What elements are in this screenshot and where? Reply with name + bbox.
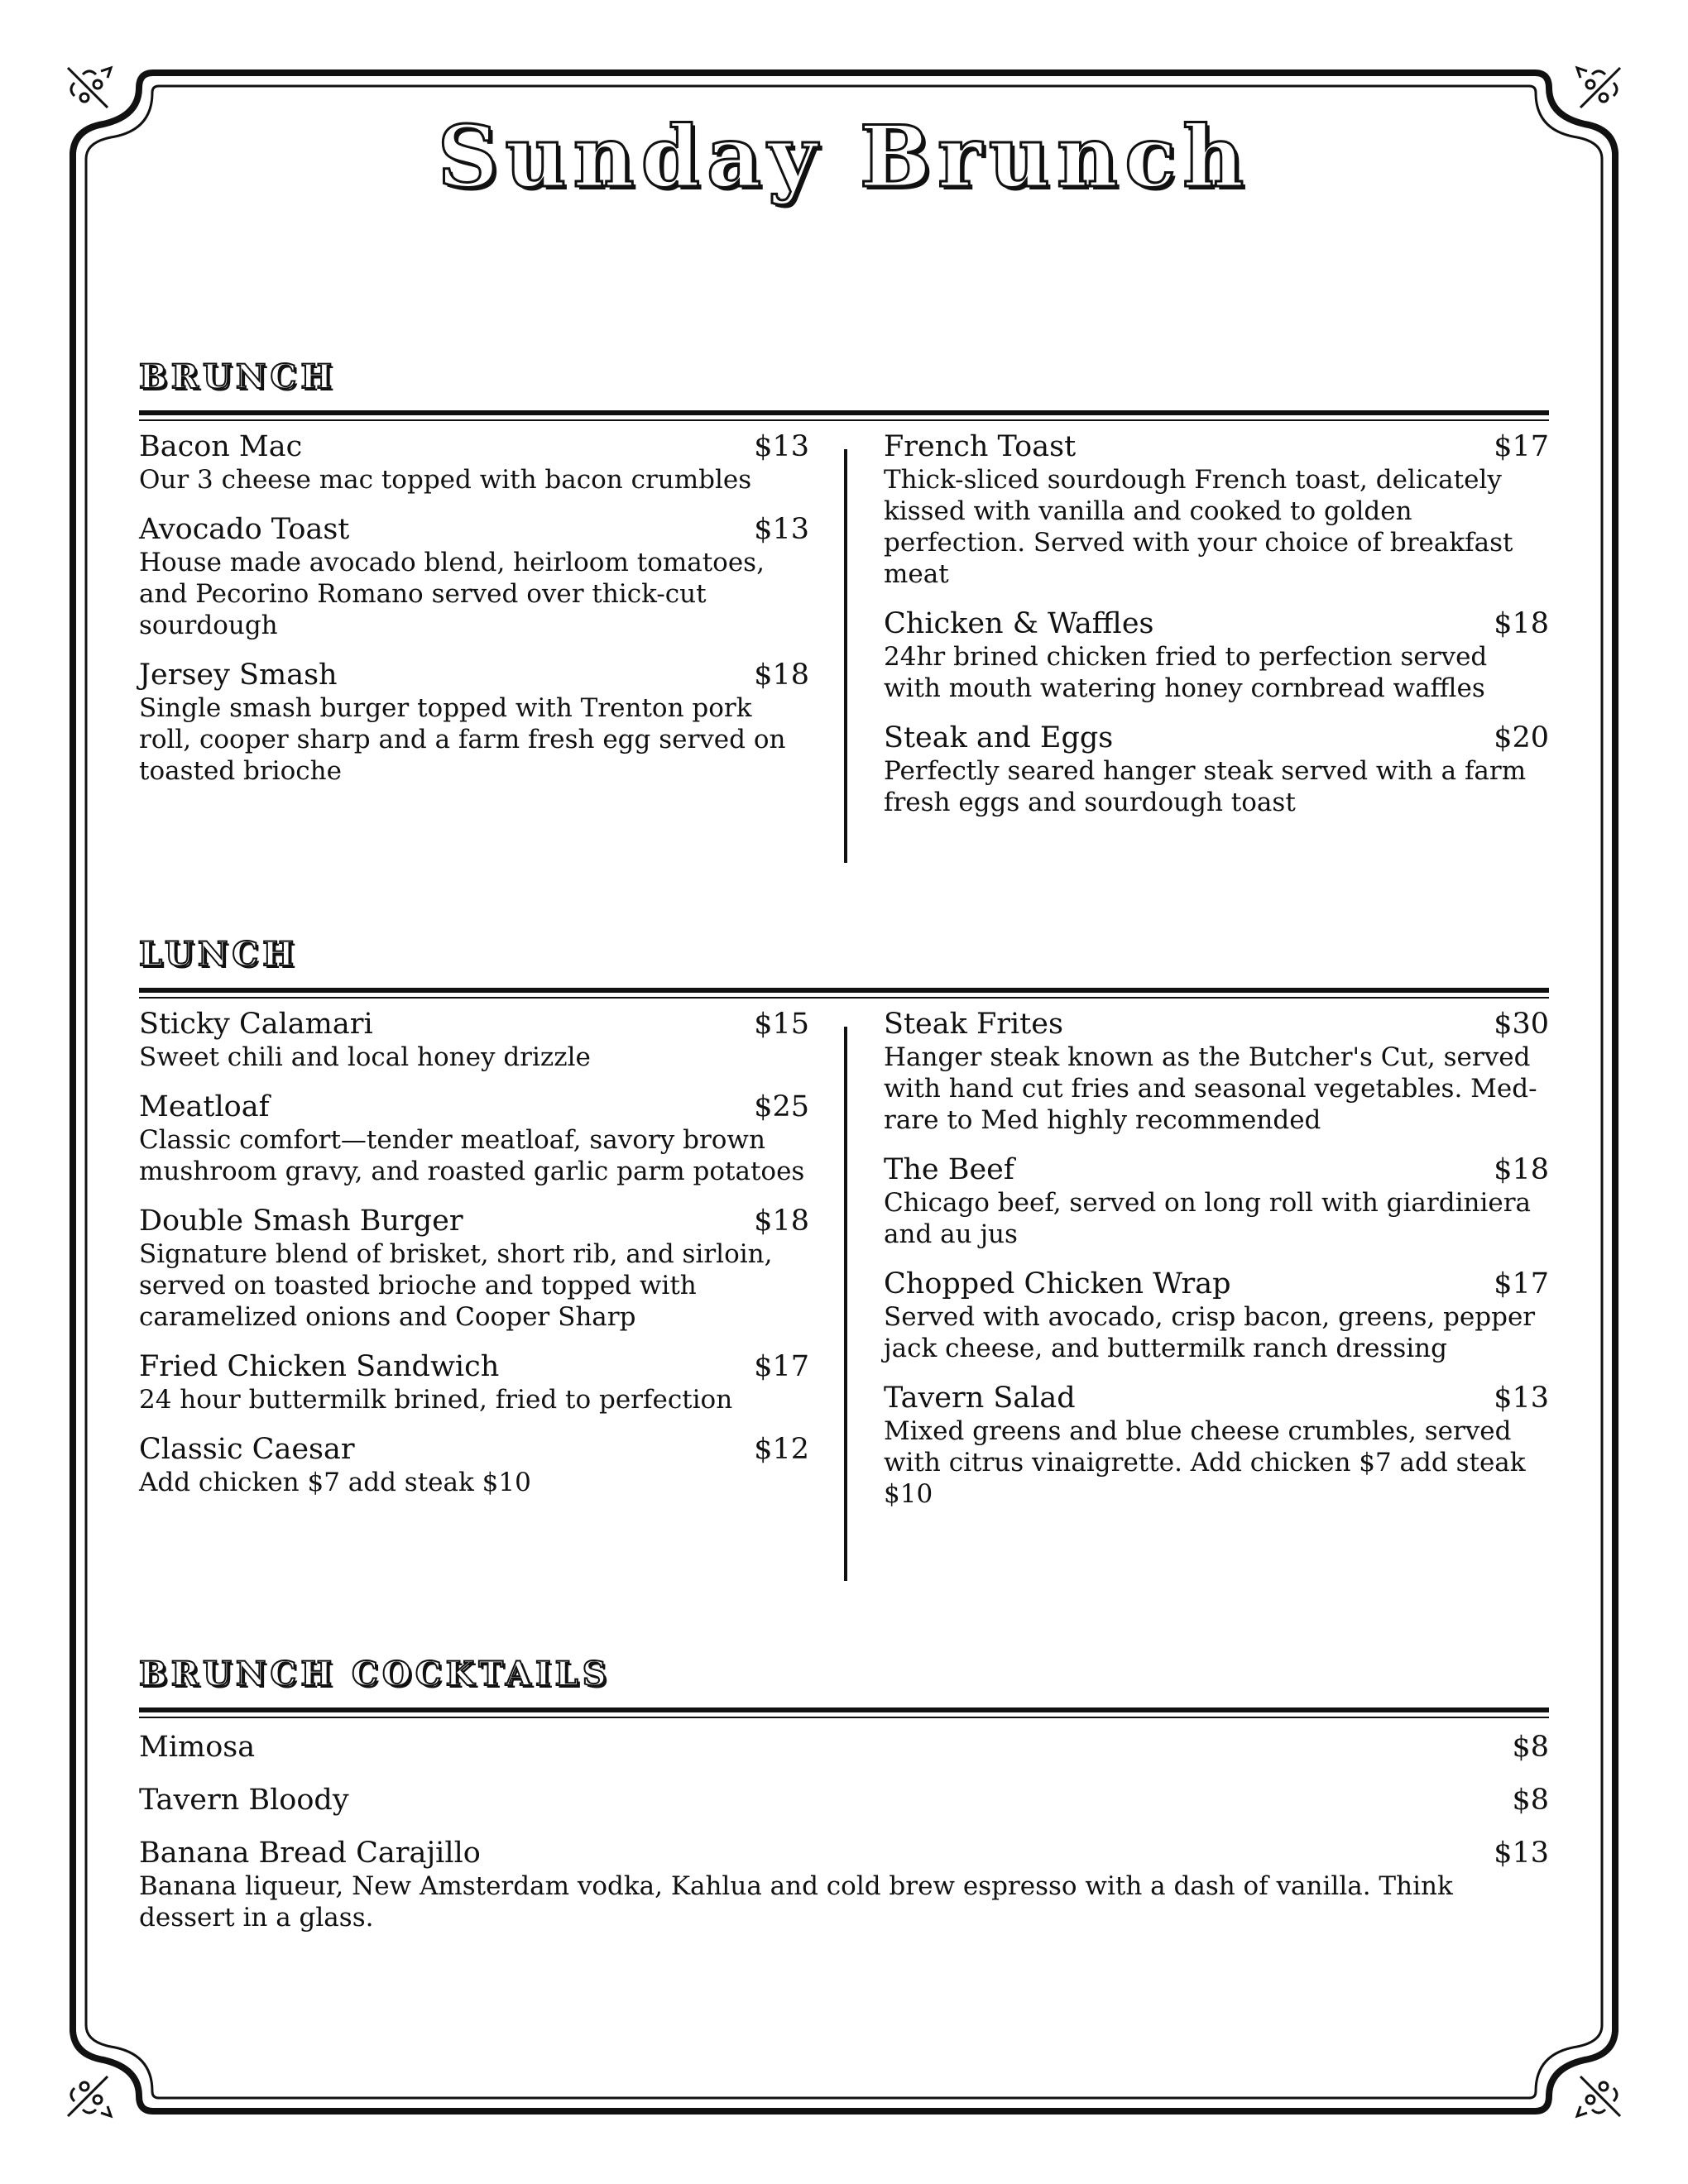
section-heading: BRUNCH COCKTAILS (139, 1655, 611, 1693)
menu-column-right (884, 429, 1549, 835)
menu-item (884, 429, 1549, 590)
item-name: Fried Chicken Sandwich (139, 1350, 500, 1383)
flourish-icon (1571, 2067, 1628, 2124)
item-name: Mimosa (139, 1731, 256, 1764)
menu-columns (139, 429, 1549, 893)
item-price: $30 (1494, 1008, 1549, 1041)
item-price: $18 (1494, 1153, 1549, 1186)
item-price: $13 (754, 430, 809, 463)
section-heading: BRUNCH (139, 357, 337, 396)
item-name: Double Smash Burger (139, 1205, 463, 1238)
menu-item (139, 1783, 1549, 1818)
item-description: 24 hour buttermilk brined, fried to perfection (139, 1385, 733, 1415)
item-description: House made avocado blend, heirloom tomatoes, and Pecorino Romano served over thick-cut sourdough (139, 548, 765, 640)
item-description: Hanger steak known as the Butcher's Cut, served with hand cut fries and seasonal vegetables. Med-rare to Med highly recommended (884, 1042, 1537, 1135)
section-rule (139, 410, 1549, 415)
item-name: Tavern Bloody (139, 1784, 349, 1817)
section-heading: LUNCH (139, 935, 299, 974)
item-price: $13 (754, 513, 809, 546)
item-name: Jersey Smash (139, 659, 338, 692)
item-name: Tavern Salad (884, 1382, 1076, 1415)
menu-item (884, 1152, 1549, 1250)
item-price: $17 (1494, 430, 1549, 463)
item-price: $8 (1512, 1731, 1549, 1764)
menu-item (139, 512, 809, 641)
item-description: Add chicken $7 add steak $10 (139, 1468, 531, 1497)
menu-item (139, 429, 809, 496)
menu-item (884, 1007, 1549, 1136)
item-price: $8 (1512, 1784, 1549, 1817)
column-divider (844, 449, 847, 863)
item-price: $25 (754, 1090, 809, 1123)
menu-item (139, 1730, 1549, 1765)
menu-title: Sunday Brunch (437, 108, 1251, 207)
menu-item (884, 721, 1549, 818)
item-name: Chopped Chicken Wrap (884, 1267, 1231, 1300)
menu-item (139, 1007, 809, 1073)
item-price: $17 (754, 1350, 809, 1383)
item-description: Served with avocado, crisp bacon, greens, pepper jack cheese, and buttermilk ranch dressing (884, 1302, 1536, 1363)
item-name: French Toast (884, 430, 1077, 463)
item-description: Signature blend of brisket, short rib, and sirloin, served on toasted brioche and topped with caramelized onions and Cooper Sharp (139, 1239, 773, 1332)
menu-column-right (884, 1007, 1549, 1526)
flourish-icon (60, 2067, 117, 2124)
item-name: Bacon Mac (139, 430, 303, 463)
menu-column-left (139, 1007, 809, 1515)
item-price: $13 (1494, 1382, 1549, 1415)
item-name: Meatloaf (139, 1090, 270, 1123)
item-price: $15 (754, 1008, 809, 1041)
menu-item (139, 1204, 809, 1333)
brunch-section (139, 354, 1549, 893)
item-description: Classic comfort—tender meatloaf, savory brown mushroom gravy, and roasted garlic parm potatoes (139, 1125, 805, 1186)
item-price: $20 (1494, 721, 1549, 754)
item-description: Chicago beef, served on long roll with giardiniera and au jus (884, 1188, 1532, 1249)
item-price: $12 (754, 1433, 809, 1466)
item-description: Banana liqueur, New Amsterdam vodka, Kahlua and cold brew espresso with a dash of vanilla. Think dessert in a glass. (139, 1871, 1453, 1933)
item-price: $17 (1494, 1267, 1549, 1300)
menu-item (884, 1381, 1549, 1510)
item-description: Sweet chili and local honey drizzle (139, 1042, 591, 1072)
section-rule (139, 997, 1549, 999)
menu-item (139, 658, 809, 787)
item-description: Mixed greens and blue cheese crumbles, served with citrus vinaigrette. Add chicken $7 add steak $10 (884, 1416, 1526, 1509)
item-description: Perfectly seared hanger steak served with a farm fresh eggs and sourdough toast (884, 756, 1527, 817)
item-name: Classic Caesar (139, 1433, 355, 1466)
item-name: Chicken & Waffles (884, 607, 1154, 640)
item-price: $13 (1494, 1837, 1549, 1870)
item-price: $18 (754, 659, 809, 692)
menu-item (884, 1267, 1549, 1364)
section-rule (139, 1717, 1549, 1718)
item-description: Single smash burger topped with Trenton pork roll, cooper sharp and a farm fresh egg served on toasted brioche (139, 693, 786, 786)
section-rule (139, 988, 1549, 993)
item-price: $18 (754, 1205, 809, 1238)
item-price: $18 (1494, 607, 1549, 640)
menu-columns (139, 1007, 1549, 1602)
item-name: Banana Bread Carajillo (139, 1837, 481, 1870)
item-description: Our 3 cheese mac topped with bacon crumbles (139, 465, 752, 495)
item-description: 24hr brined chicken fried to perfection served with mouth watering honey cornbread waffles (884, 642, 1488, 703)
item-name: Steak and Eggs (884, 721, 1114, 754)
column-divider (844, 1027, 847, 1581)
item-name: The Beef (884, 1153, 1014, 1186)
item-description: Thick-sliced sourdough French toast, delicately kissed with vanilla and cooked to golden perfection. Served with your choice of breakfast meat (884, 465, 1513, 589)
menu-item (139, 1090, 809, 1187)
cocktails-section (139, 1651, 1549, 1952)
section-rule (139, 419, 1549, 421)
item-name: Sticky Calamari (139, 1008, 373, 1041)
cocktail-list (139, 1730, 1549, 1933)
lunch-section (139, 932, 1549, 1602)
item-name: Steak Frites (884, 1008, 1063, 1041)
item-name: Avocado Toast (139, 513, 350, 546)
section-rule (139, 1707, 1549, 1712)
menu-column-left (139, 429, 809, 803)
menu-item (139, 1432, 809, 1498)
menu-item (139, 1349, 809, 1415)
menu-item (884, 606, 1549, 704)
menu-item (139, 1836, 1549, 1933)
